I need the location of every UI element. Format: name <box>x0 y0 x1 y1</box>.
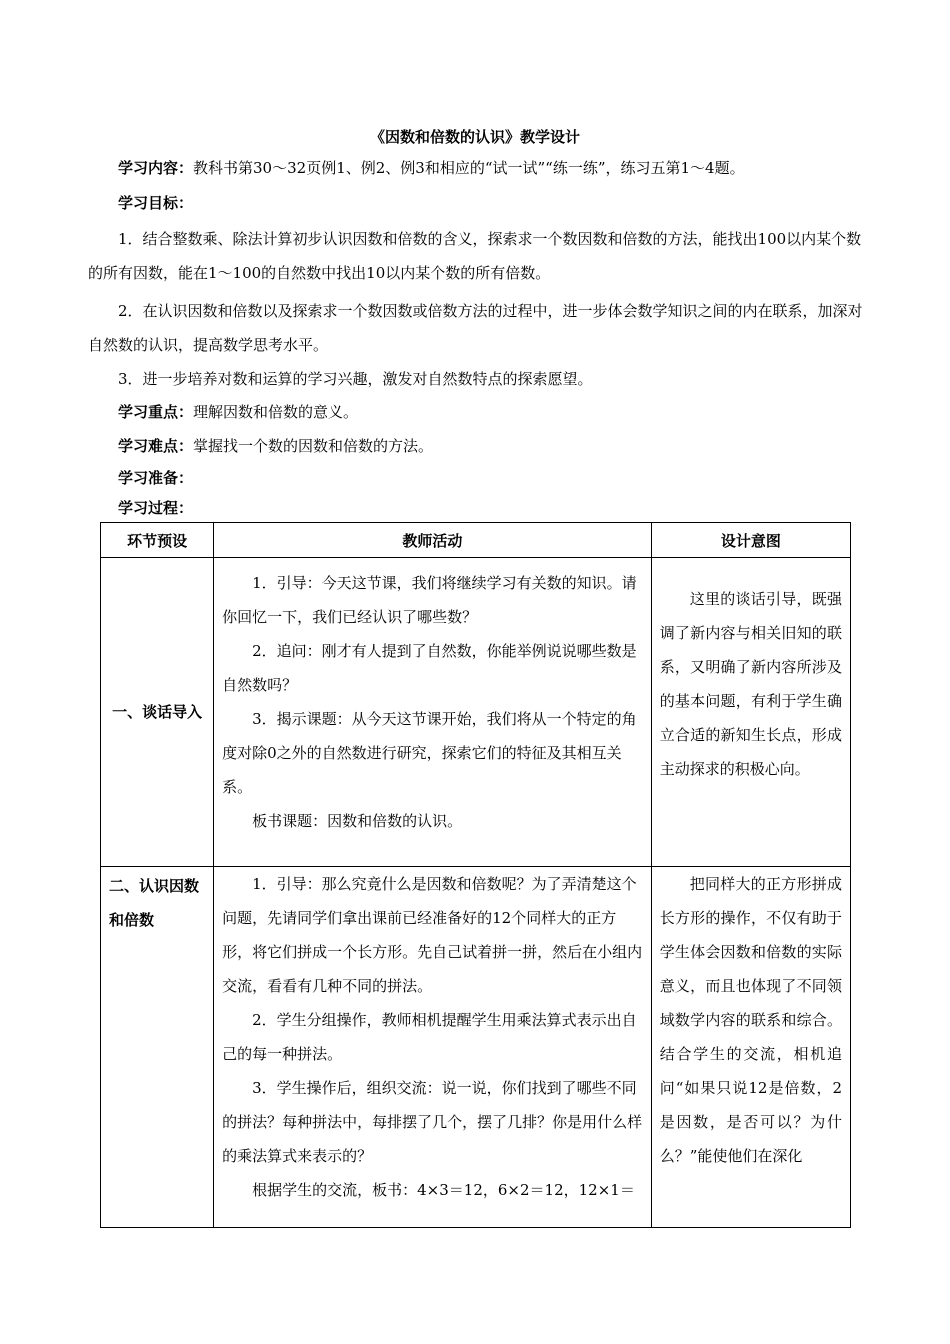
activity-cell <box>214 867 652 1228</box>
learning-content <box>88 151 863 185</box>
process-label: 学习过程： <box>118 499 194 517</box>
process <box>88 491 863 525</box>
stage-cell <box>101 867 214 1228</box>
learning-content-label: 学习内容： <box>118 159 194 177</box>
objective-item: 2．在认识因数和倍数以及探索求一个数因数或倍数方法的过程中，进一步体会数学知识之间的内在联系，加深对自然数的认识，提高数学思考水平。 <box>88 302 863 354</box>
preparation <box>88 461 863 495</box>
activity-cell <box>214 558 652 867</box>
document-title: 《因数和倍数的认识》教学设计 <box>369 128 580 146</box>
purpose-cell <box>651 558 850 867</box>
purpose-text: 这里的谈话引导，既强调了新内容与相关旧知的联系，又明确了新内容所涉及的基本问题，有利于学生确立合适的新知生长点，形成主动探求的积极心向。 <box>659 590 842 778</box>
table-row <box>101 558 851 867</box>
lesson-table <box>100 522 851 1228</box>
header-stage: 环节预设 <box>101 523 214 558</box>
stage-label: 二、认识因数和倍数 <box>109 877 200 929</box>
key-point <box>88 395 863 429</box>
table-header-row <box>101 523 851 558</box>
key-point-label: 学习重点： <box>118 403 194 421</box>
stage-cell <box>101 558 214 867</box>
activity-paragraph: 3．学生操作后，组织交流：说一说，你们找到了哪些不同的拼法？每种拼法中，每排摆了几个，摆了几排？你是用什么样的乘法算式来表示的？ <box>222 1079 643 1165</box>
activity-paragraph: 1．引导：那么究竟什么是因数和倍数呢？为了弄清楚这个问题，先请同学们拿出课前已经准备好的12个同样大的正方形，将它们拼成一个长方形。先自己试着拼一拼，然后在小组内交流，看看有几种不同的拼法。 <box>222 875 643 995</box>
learning-content-text: 教科书第30～32页例1、例2、例3和相应的“试一试”“练一练”，练习五第1～4题。 <box>193 159 745 177</box>
purpose-text: 把同样大的正方形拼成长方形的操作，不仅有助于学生体会因数和倍数的实际意义，而且也体现了不同领域数学内容的联系和综合。结合学生的交流，相机追问“如果只说12是倍数，2是因数，是否可以？为什么？”能使他们在深化 <box>659 875 842 1165</box>
difficulty <box>88 429 863 463</box>
activity-paragraph: 1．引导：今天这节课，我们将继续学习有关数的知识。请你回忆一下，我们已经认识了哪些数？ <box>222 574 637 626</box>
objective-item: 3．进一步培养对数和运算的学习兴趣，激发对自然数特点的探索愿望。 <box>118 370 593 388</box>
key-point-text: 理解因数和倍数的意义。 <box>193 403 359 421</box>
activity-paragraph: 2．追问：刚才有人提到了自然数，你能举例说说哪些数是自然数吗？ <box>222 642 637 694</box>
objectives-heading <box>88 186 863 220</box>
preparation-label: 学习准备： <box>118 469 194 487</box>
activity-paragraph: 3．揭示课题：从今天这节课开始，我们将从一个特定的角度对除0之外的自然数进行研究，探索它们的特征及其相互关系。 <box>222 710 637 796</box>
activity-paragraph: 根据学生的交流，板书：4×3＝12，6×2＝12，12×1＝ <box>252 1181 635 1199</box>
objective-item: 1．结合整数乘、除法计算初步认识因数和倍数的含义，探索求一个数因数和倍数的方法，能找出100以内某个数的所有因数，能在1～100的自然数中找出10以内某个数的所有倍数。 <box>88 230 862 282</box>
table-row <box>101 867 851 1228</box>
difficulty-label: 学习难点： <box>118 437 194 455</box>
header-purpose: 设计意图 <box>651 523 850 558</box>
stage-label: 一、谈话导入 <box>112 703 203 721</box>
purpose-cell <box>651 867 850 1228</box>
activity-paragraph: 2．学生分组操作，教师相机提醒学生用乘法算式表示出自己的每一种拼法。 <box>222 1011 637 1063</box>
header-activity: 教师活动 <box>214 523 652 558</box>
activity-paragraph: 板书课题：因数和倍数的认识。 <box>252 812 463 830</box>
difficulty-text: 掌握找一个数的因数和倍数的方法。 <box>193 437 434 455</box>
objectives-label: 学习目标： <box>118 194 194 212</box>
